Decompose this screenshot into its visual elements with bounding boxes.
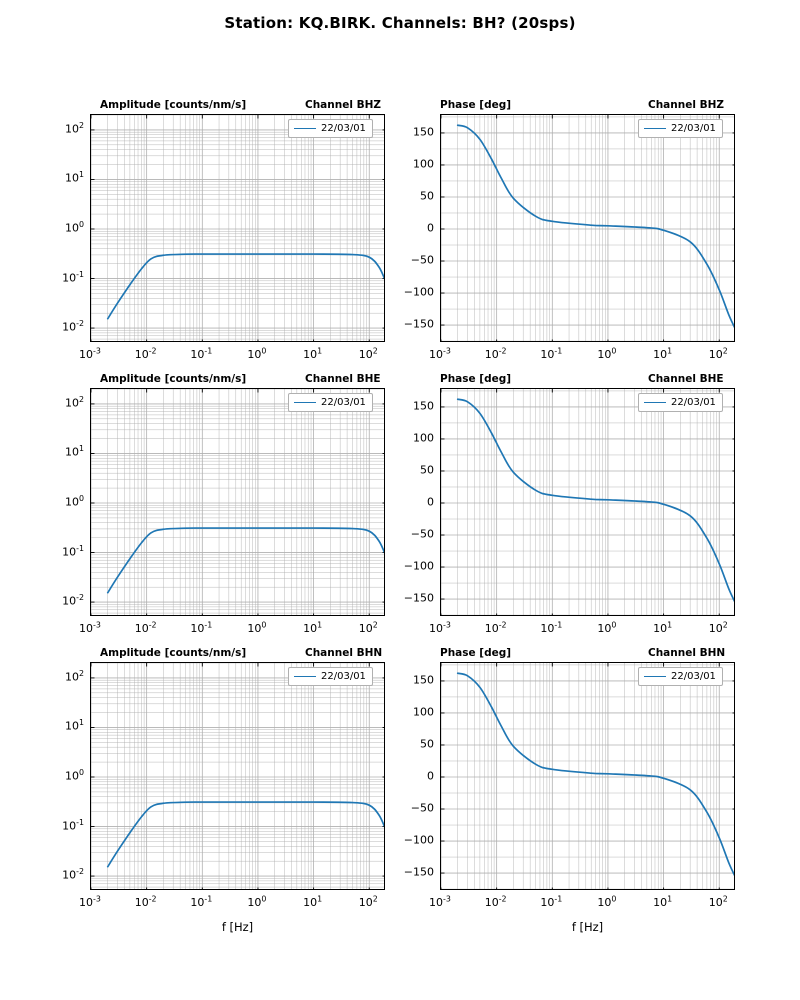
legend-label: 22/03/01 (671, 397, 716, 408)
x-tick-label: $10^{-3}$ (79, 620, 101, 635)
x-tick-label: $10^1$ (303, 620, 323, 635)
legend-label: 22/03/01 (321, 123, 366, 134)
legend (288, 667, 373, 686)
y-tick-label: −50 (410, 801, 434, 815)
legend-line-swatch (644, 402, 666, 403)
x-axis-label: f [Hz] (571, 920, 604, 934)
legend (638, 667, 723, 686)
y-tick-label: $10^2$ (64, 394, 84, 410)
panel-bhz-phase-title-right: Channel BHZ (648, 99, 724, 111)
x-tick-label: $10^{-2}$ (134, 620, 157, 635)
y-tick-label: 50 (420, 737, 434, 751)
y-tick-label: −100 (403, 559, 434, 573)
y-tick-label: 0 (427, 495, 434, 509)
y-tick-label: $10^0$ (64, 767, 84, 783)
x-axis-label: f [Hz] (221, 920, 254, 934)
y-tick-label: −50 (410, 253, 434, 267)
y-tick-label: $10^{-2}$ (62, 318, 84, 334)
y-tick-label: 100 (413, 157, 434, 171)
x-tick-label: $10^2$ (358, 346, 378, 361)
legend (638, 393, 723, 412)
x-tick-label: $10^0$ (247, 894, 267, 909)
panel-bhz-amplitude (90, 114, 385, 342)
legend (638, 119, 723, 138)
y-tick-label: $10^1$ (64, 170, 84, 185)
panel-bhe-phase-title-right: Channel BHE (648, 373, 724, 385)
panel-bhz-amplitude-title-right: Channel BHZ (305, 99, 381, 111)
panel-bhn-phase (440, 662, 735, 890)
x-tick-label: $10^1$ (303, 346, 323, 361)
panel-bhe-amplitude-title-right: Channel BHE (305, 373, 381, 385)
y-tick-label: −150 (403, 865, 434, 879)
panel-bhe-phase (440, 388, 735, 616)
axes-frame (440, 114, 735, 342)
x-tick-label: $10^{-3}$ (79, 346, 101, 361)
panel-bhn-amplitude (90, 662, 385, 890)
x-tick-label: $10^{-1}$ (190, 620, 213, 635)
x-tick-label: $10^2$ (708, 620, 728, 635)
x-tick-label: $10^0$ (597, 894, 617, 909)
panel-bhz-phase-title-left: Phase [deg] (440, 99, 512, 111)
y-tick-label: 0 (427, 221, 434, 235)
legend-label: 22/03/01 (671, 123, 716, 134)
x-tick-label: $10^0$ (597, 620, 617, 635)
axes-frame (440, 662, 735, 890)
y-tick-label: −50 (410, 527, 434, 541)
y-tick-label: −150 (403, 591, 434, 605)
x-tick-label: $10^2$ (708, 346, 728, 361)
x-tick-label: $10^2$ (358, 620, 378, 635)
legend-line-swatch (294, 128, 316, 129)
legend-line-swatch (294, 676, 316, 677)
y-tick-label: $10^0$ (64, 493, 84, 509)
y-tick-label: 0 (427, 769, 434, 783)
y-tick-label: −100 (403, 285, 434, 299)
legend (288, 119, 373, 138)
x-tick-label: $10^{-1}$ (540, 346, 563, 361)
x-tick-label: $10^0$ (247, 620, 267, 635)
legend-line-swatch (294, 402, 316, 403)
x-tick-label: $10^1$ (653, 346, 673, 361)
panel-bhn-phase-title-left: Phase [deg] (440, 647, 512, 659)
x-tick-label: $10^0$ (597, 346, 617, 361)
x-tick-label: $10^{-3}$ (429, 346, 451, 361)
x-tick-label: $10^{-1}$ (190, 346, 213, 361)
panel-bhn-phase-title-right: Channel BHN (648, 647, 726, 659)
panel-bhz-amplitude-title-left: Amplitude [counts/nm/s] (100, 99, 247, 111)
x-tick-label: $10^2$ (358, 894, 378, 909)
x-tick-label: $10^0$ (247, 346, 267, 361)
legend-label: 22/03/01 (321, 671, 366, 682)
panel-bhn-amplitude-title-left: Amplitude [counts/nm/s] (100, 647, 247, 659)
legend-label: 22/03/01 (671, 671, 716, 682)
x-tick-label: $10^{-2}$ (484, 346, 507, 361)
y-tick-label: 50 (420, 189, 434, 203)
panel-bhz-phase (440, 114, 735, 342)
x-tick-label: $10^1$ (303, 894, 323, 909)
x-tick-label: $10^{-2}$ (134, 894, 157, 909)
y-tick-label: 150 (413, 125, 434, 139)
panel-bhn-amplitude-title-right: Channel BHN (305, 647, 383, 659)
x-tick-label: $10^{-2}$ (484, 894, 507, 909)
x-tick-label: $10^{-3}$ (79, 894, 101, 909)
x-tick-label: $10^1$ (653, 620, 673, 635)
y-tick-label: $10^{-2}$ (62, 866, 84, 882)
y-tick-label: 150 (413, 673, 434, 687)
y-tick-label: 100 (413, 431, 434, 445)
x-tick-label: $10^{-1}$ (190, 894, 213, 909)
x-tick-label: $10^{-1}$ (540, 894, 563, 909)
legend-line-swatch (644, 676, 666, 677)
x-tick-label: $10^1$ (653, 894, 673, 909)
y-tick-label: $10^{-2}$ (62, 592, 84, 608)
panel-bhe-phase-title-left: Phase [deg] (440, 373, 512, 385)
panel-bhe-amplitude (90, 388, 385, 616)
y-tick-label: $10^2$ (64, 668, 84, 684)
figure-title: Station: KQ.BIRK. Channels: BH? (20sps) (224, 14, 576, 32)
y-tick-label: $10^{-1}$ (62, 543, 84, 559)
x-tick-label: $10^{-3}$ (429, 620, 451, 635)
y-tick-label: 150 (413, 399, 434, 413)
y-tick-label: 100 (413, 705, 434, 719)
axes-frame (90, 114, 385, 342)
y-tick-label: $10^1$ (64, 718, 84, 733)
y-tick-label: −150 (403, 317, 434, 331)
x-tick-label: $10^{-1}$ (540, 620, 563, 635)
y-tick-label: $10^2$ (64, 120, 84, 136)
x-tick-label: $10^{-3}$ (429, 894, 451, 909)
legend (288, 393, 373, 412)
legend-line-swatch (644, 128, 666, 129)
y-tick-label: −100 (403, 833, 434, 847)
y-tick-label: 50 (420, 463, 434, 477)
x-tick-label: $10^2$ (708, 894, 728, 909)
y-tick-label: $10^1$ (64, 444, 84, 459)
x-tick-label: $10^{-2}$ (134, 346, 157, 361)
axes-frame (440, 388, 735, 616)
y-tick-label: $10^0$ (64, 219, 84, 235)
y-tick-label: $10^{-1}$ (62, 817, 84, 833)
axes-frame (90, 662, 385, 890)
axes-frame (90, 388, 385, 616)
panel-bhe-amplitude-title-left: Amplitude [counts/nm/s] (100, 373, 247, 385)
x-tick-label: $10^{-2}$ (484, 620, 507, 635)
legend-label: 22/03/01 (321, 397, 366, 408)
y-tick-label: $10^{-1}$ (62, 269, 84, 285)
